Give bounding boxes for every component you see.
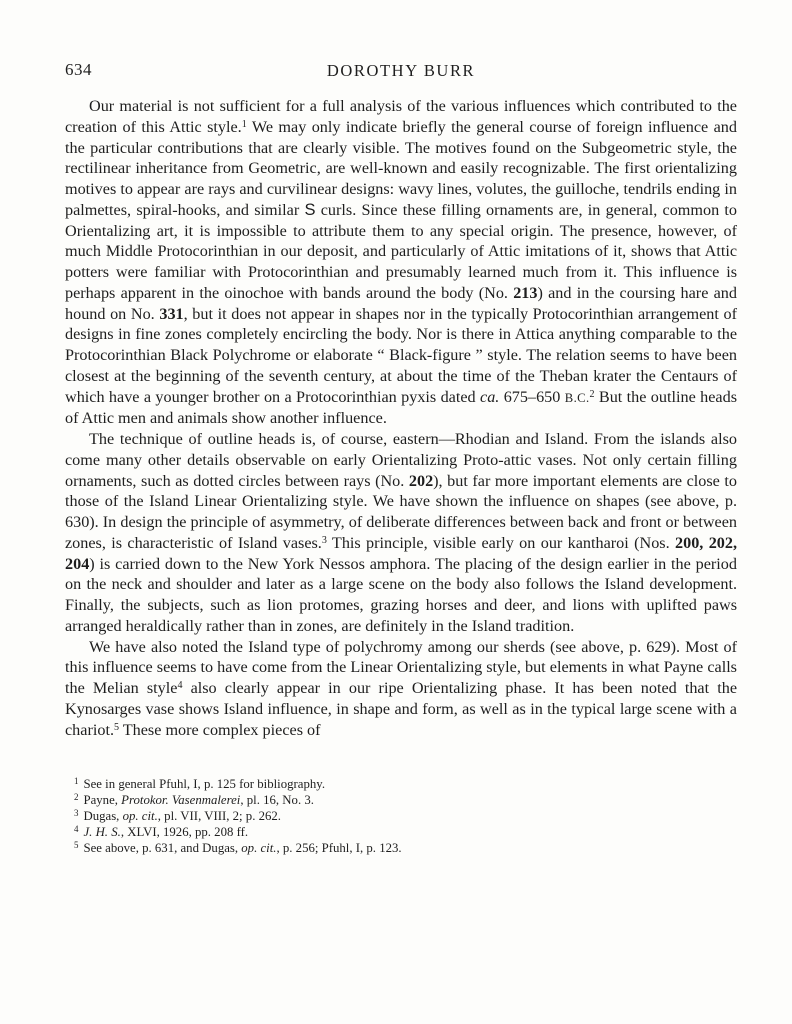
paragraph: The technique of outline heads is, of course, eastern—Rhodian and Island. From the islands also come many other details observable on early Orientalizing Proto-attic vases. Not only certain filling ornaments, such as dotted circles between rays (No. 202), but far more important elements are close to those of the Island Linear Orientalizing style. We have shown the influence on shapes (see above, p. 630). In design the principle of asymmetry, of deliberate differences between back and front or between zones, is characteristic of Island vases.$^3$ This principle, visible early on our kantharoi (Nos. 200, 202, 204) is carried down to the New York Nessos amphora. The placing of the design earlier in the period on the neck and shoulder and later as a large scene on the body also follows the Island development. Finally, the subjects, such as lion protomes, grazing horses and deer, and lions with uplifted paws arranged heraldically rather than in zones, are definitely in the Island tradition.	[65, 430, 738, 635]
footnote-text: Payne, Protokor. Vasenmalerei, pl. 16, No. 3.	[83, 793, 314, 808]
paragraph: We have also noted the Island type of polychromy among our sherds (see above, p. 629). Most of this influence seems to have come from the Linear Orientalizing style, but elements in what Payne calls the Melian style$^4$ also clearly appear in our ripe Orientalizing phase. It has been noted that the Kynosarges vase shows Island influence, in shape and form, as well as in the typical large scene with a chariot.$^5$ These more complex pieces of	[65, 637, 737, 739]
footnote-marker: 5	[74, 840, 79, 851]
footnote-text: See above, p. 631, and Dugas, op. cit., p. 256; Pfuhl, I, p. 123.	[83, 841, 402, 856]
running-title: DOROTHY BURR	[326, 61, 476, 80]
footnote-text: J. H. S., XLVI, 1926, pp. 208 ff.	[83, 825, 249, 840]
footnote	[65, 840, 737, 856]
footnote	[65, 808, 737, 824]
footnote	[65, 792, 737, 808]
page-header	[65, 60, 737, 82]
footnote	[65, 824, 737, 840]
page-number: 634	[65, 60, 92, 79]
footnote-marker: 2	[74, 792, 79, 803]
footnote-marker: 1	[74, 776, 79, 787]
footnotes-section	[65, 776, 737, 856]
footnote-marker: 4	[74, 824, 79, 835]
paragraph: Our material is not sufficient for a full analysis of the various influences which contributed to the creation of this Attic style.$^1$ We may only indicate briefly the general course of foreign influence and the particular contributions that are clearly visible. The motives found on the Subgeometric style, the rectilinear inheritance from Geometric, are well-known and easily recognizable. The first orientalizing motives to appear are rays and curvilinear designs: wavy lines, volutes, the guilloche, tendrils ending in palmettes, spiral-hooks, and similar S curls. Since these filling ornaments are, in general, common to Orientalizing art, it is impossible to attribute them to any special origin. The presence, however, of much Middle Protocorinthian in our deposit, and particularly of Attic imitations of it, shows that Attic potters were familiar with Protocorinthian and presumably learned much from it. This influence is perhaps apparent in the oinochoe with bands around the body (No. 213) and in the coursing hare and hound on No. 331, but it does not appear in shapes nor in the typically Protocorinthian arrangement of designs in fine zones completely encircling the body. Nor is there in Attica anything comparable to the Protocorinthian Black Polychrome or elaborate “ Black-figure ” style. The relation seems to have been closest at the beginning of the seventh century, at about the time of the Theban krater the Centaurs of which have a younger brother on a Protocorinthian pyxis dated ca. 675–650 B.C.$^2$ But the outline heads of Attic men and animals show another influence.	[65, 97, 737, 428]
footnote-text: See in general Pfuhl, I, p. 125 for bibliography.	[83, 777, 326, 792]
footnote-marker: 3	[74, 808, 79, 819]
footnote-text: Dugas, op. cit., pl. VII, VIII, 2; p. 262.	[83, 809, 282, 824]
body-text	[65, 96, 737, 740]
footnote	[65, 776, 737, 792]
